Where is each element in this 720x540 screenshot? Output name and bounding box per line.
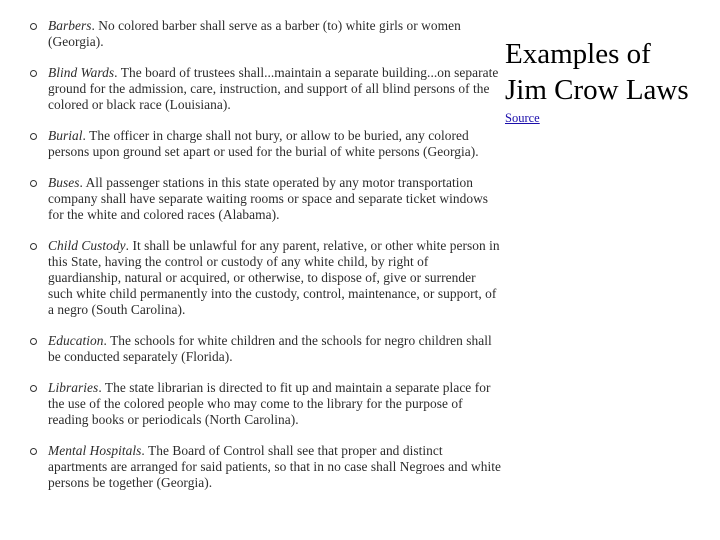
law-text: The schools for white children and the schools for negro children shall be conducted separately (Florida). [48, 333, 492, 364]
source-link[interactable]: Source [505, 111, 540, 125]
law-text: The board of trustees shall...maintain a separate building...on separate ground for the admission, care, instruction, and support of all blind persons of the colored or black race (Louisiana). [48, 65, 499, 112]
slide-title [505, 36, 720, 108]
law-text: The officer in charge shall not bury, or allow to be buried, any colored persons upon ground set apart or used for the burial of white persons (Georgia). [48, 128, 479, 159]
law-text: No colored barber shall serve as a barber (to) white girls or women (Georgia). [48, 18, 461, 49]
law-term: Education [48, 333, 104, 348]
jim-crow-law-list [30, 18, 502, 506]
law-term: Blind Wards [48, 65, 115, 80]
law-text: The state librarian is directed to fit up and maintain a separate place for the use of the colored people who may come to the library for the purpose of reading books or periodicals (North Carolina). [48, 380, 491, 427]
law-item: Blind Wards. The board of trustees shall...maintain a separate building...on separate ground for the admission, care, instruction, and support of all blind persons of the colored or black race (Louisiana). [30, 65, 502, 113]
law-term: Burial [48, 128, 83, 143]
law-term: Libraries [48, 380, 99, 395]
bullet-circle-icon [30, 180, 37, 187]
law-term: Buses [48, 175, 80, 190]
law-text: All passenger stations in this state operated by any motor transportation company shall have separate waiting rooms or space and separate ticket windows for the white and colored races (Alabama). [48, 175, 489, 222]
law-item: Mental Hospitals. The Board of Control shall see that proper and distinct apartments are arranged for said patients, so that in no case shall Negroes and white persons be together (Georgia). [30, 443, 502, 491]
law-item: Buses. All passenger stations in this state operated by any motor transportation company shall have separate waiting rooms or space and separate ticket windows for the white and colored races (Alabama). [30, 175, 502, 223]
bullet-circle-icon [30, 70, 37, 77]
bullet-circle-icon [30, 133, 37, 140]
law-item: Barbers. No colored barber shall serve as a barber (to) white girls or women (Georgia). [30, 18, 502, 50]
law-item: Education. The schools for white children and the schools for negro children shall be conducted separately (Florida). [30, 333, 502, 365]
slide-title-line-1: Examples of [505, 38, 651, 70]
law-term: Mental Hospitals [48, 443, 142, 458]
bullet-circle-icon [30, 448, 37, 455]
bullet-circle-icon [30, 385, 37, 392]
law-item: Child Custody. It shall be unlawful for any parent, relative, or other white person in this State, having the control or custody of any white child, by right of guardianship, natural or acquired, or otherwise, to dispose of, give or surrender such white child permanently into the custody, control, maintenance, or support, of a negro (South Carolina). [30, 238, 502, 318]
law-item: Libraries. The state librarian is directed to fit up and maintain a separate place for the use of the colored people who may come to the library for the purpose of reading books or periodicals (North Carolina). [30, 380, 502, 428]
bullet-circle-icon [30, 243, 37, 250]
law-text: The Board of Control shall see that proper and distinct apartments are arranged for said patients, so that in no case shall Negroes and white persons be together (Georgia). [48, 443, 502, 490]
bullet-circle-icon [30, 23, 37, 30]
law-item: Burial. The officer in charge shall not bury, or allow to be buried, any colored persons upon ground set apart or used for the burial of white persons (Georgia). [30, 128, 502, 160]
slide-title-line-2: Jim Crow Laws [505, 74, 689, 106]
law-text: It shall be unlawful for any parent, relative, or other white person in this State, having the control or custody of any white child, by right of guardianship, natural or acquired, or otherwise, to dispose of, give or surrender such white child permanently into the custody, control, maintenance, or support, of a negro (South Carolina). [48, 238, 500, 317]
bullet-circle-icon [30, 338, 37, 345]
law-term: Barbers [48, 18, 92, 33]
law-term: Child Custody [48, 238, 126, 253]
